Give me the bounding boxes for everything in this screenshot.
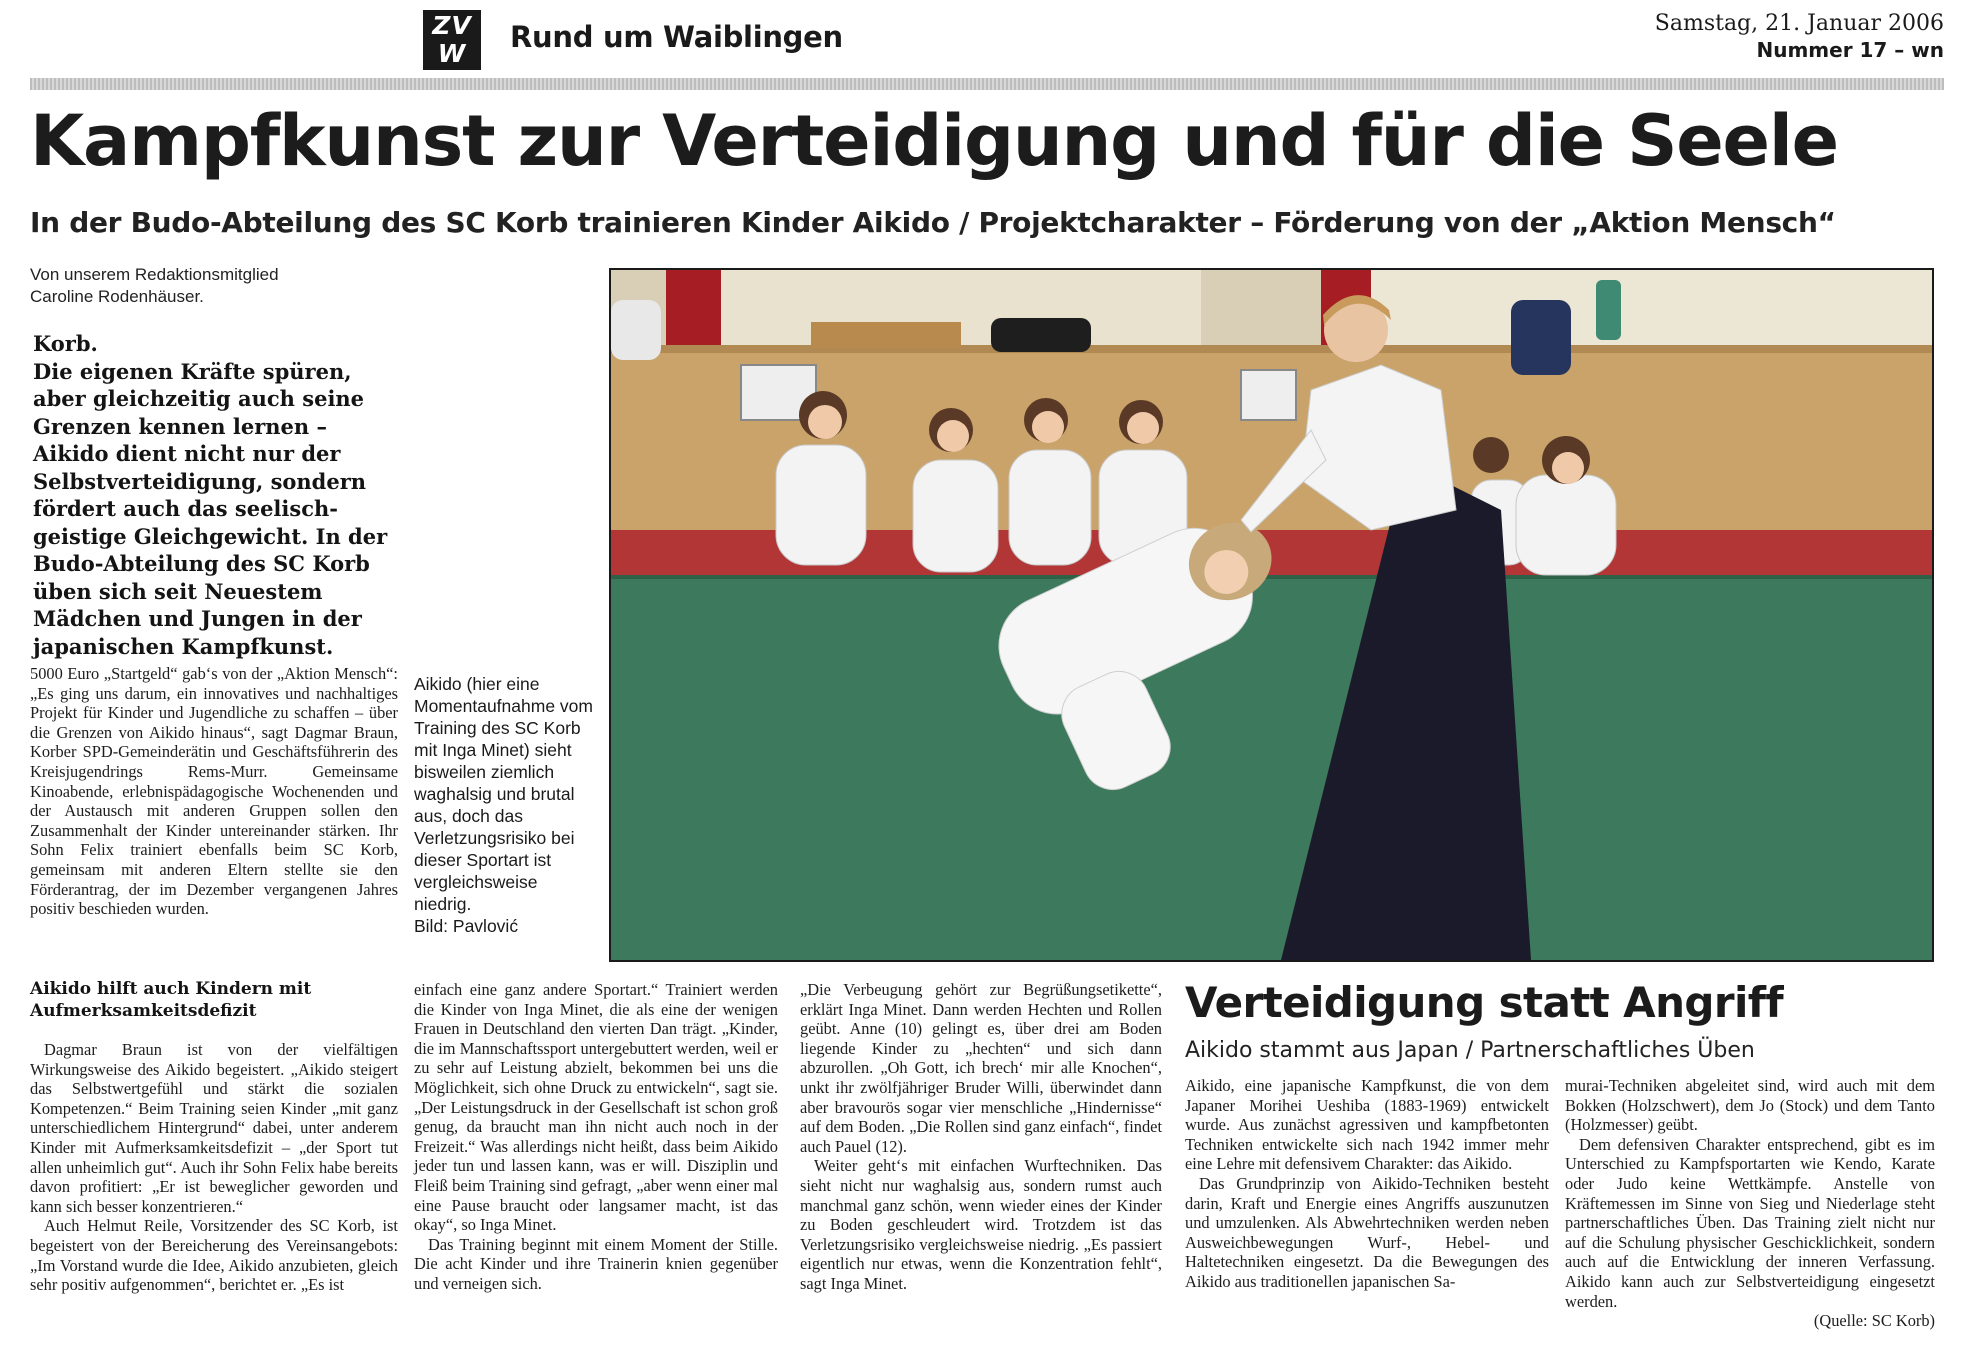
- photo-credit: Bild: Pavlović: [414, 916, 519, 936]
- article-paragraph: Das Training beginnt mit einem Moment der Stille. Die acht Kinder und ihre Trainerin knien gegenüber und verneigen sich.: [414, 1234, 778, 1293]
- dateline: [1655, 10, 1944, 64]
- sidebar-headline: Verteidigung statt Angriff: [1185, 978, 1784, 1027]
- logo-text-bottom: W: [437, 39, 467, 68]
- article-paragraph: 5000 Euro „Startgeld“ gab‘s von der „Aktion Mensch“: „Es ging uns darum, ein innovatives und nachhaltiges Projekt für Kinder und Jugendliche zu schaffen – über die Grenzen von Aikido hinaus“, sagt Dagmar Braun, Korber SPD-Gemeinderätin und Geschäftsführerin des Kreisjugendrings Rems-Murr. Gemeinsame Kinoabende, erlebnispädagogische Wochenenden und der Austausch mit anderen Gruppen sollen den Zusammenhalt der Kinder untereinander stärken. Ihr Sohn Felix trainiert ebenfalls beim SC Korb, gemeinsam mit anderen Eltern stellte sie den Förderantrag, der im Dezember vergangenen Jahres positiv beschieden wurden.: [30, 664, 398, 919]
- article-subhead: Aikido hilft auch Kindern mit Aufmerksamkeitsdefizit: [30, 979, 312, 1021]
- sidebar-column-2: [1565, 1076, 1935, 1331]
- article-column-1: [30, 664, 398, 919]
- masthead-rule: [30, 78, 1944, 90]
- photo-caption: [414, 673, 594, 937]
- article-paragraph: Weiter geht‘s mit einfachen Wurftechniken. Das sieht nicht nur waghalsig aus, sondern rumst auch manchmal ganz schön, wenn wieder eines der Kinder zu Boden geschleudert wird. Trotzdem ist das Verletzungsrisiko vergleichsweise niedrig. „Es passiert eigentlich nur etwas, wenn die Konzentration fehlt“, sagt Inga Minet.: [800, 1156, 1162, 1293]
- article-paragraph: einfach eine ganz andere Sportart.“ Trainiert werden die Kinder von Inga Minet, die als eine der wenigen Frauen in Deutschland den vierten Dan trägt. „Kinder, die im Mannschaftssport untergebuttert werden, weil er zu sehr auf Leistung abzielt, bekommen bei uns die Möglichkeit, sich ohne Druck zu entwickeln“, sagt sie. „Der Leistungsdruck in der Gesellschaft ist schon groß genug, da braucht man ihn nicht auch noch in der Freizeit.“ Was allerdings nicht heißt, dass beim Aikido jeder tun und lassen kann, was er will. Disziplin und Fleiß beim Training sind gefragt, „aber wenn einer mal eine Pause braucht oder langsamer macht, ist das okay“, so Inga Minet.: [414, 980, 778, 1235]
- byline-author: Caroline Rodenhäuser.: [30, 287, 204, 306]
- sidebar-paragraph: Dem defensiven Charakter entsprechend, gibt es im Unterschied zu Kampfsportarten wie Kendo, Karate oder Judo keine Wettkämpfe. Anstelle von Kräftemessen im Sinne von Sieg und Niederlage steht partnerschaftliches Üben. Das Training zielt nicht nur auf die Schulung physischer Geschicklichkeit, sondern auch auf die Entwicklung der inneren Verfassung. Aikido kann auch zur Selbstverteidigung eingesetzt werden.: [1565, 1134, 1935, 1311]
- logo-text-top: ZV: [432, 11, 472, 40]
- caption-text: Aikido (hier eine Momentaufnahme vom Training des SC Korb mit Inga Minet) sieht bisweilen ziemlich waghalsig und brutal aus, doch das Verletzungsrisiko bei dieser Sportart ist vergleichsweise niedrig.: [414, 674, 593, 914]
- sidebar-paragraph: Das Grundprinzip von Aikido-Techniken besteht darin, Kraft und Energie eines Angriffs auszunutzen und umzulenken. Als Abwehrtechniken werden neben Ausweichbewegungen Wurf-, Hebel- und Haltetechniken eingesetzt. Da die Bewegungen des Aikido aus traditionellen japanischen Sa-: [1185, 1173, 1549, 1291]
- sidebar-paragraph: murai-Techniken abgeleitet sind, wird auch mit dem Bokken (Holzschwert), dem Jo (Stock) und dem Tanto (Holzmesser) geübt.: [1565, 1076, 1935, 1135]
- article-column-3: [800, 980, 1162, 1294]
- sidebar-subheadline: Aikido stammt aus Japan / Partnerschaftliches Üben: [1185, 1038, 1755, 1063]
- issue-number: Nummer 17 – wn: [1756, 38, 1944, 62]
- byline: [30, 264, 279, 308]
- article-subheadline: In der Budo-Abteilung des SC Korb trainieren Kinder Aikido / Projektcharakter – Förderung von der „Aktion Mensch“: [30, 206, 1836, 239]
- sidebar-paragraph: Aikido, eine japanische Kampfkunst, die von dem Japaner Morihei Ueshiba (1883-1969) entwickelt wurde. Aus zunächst agressiven und kampfbetonten Techniken entwickelte sich nach 1942 immer mehr eine Lehre mit defensivem Charakter: das Aikido.: [1185, 1076, 1549, 1174]
- article-column-2: [414, 980, 778, 1294]
- byline-role: Von unserem Redaktionsmitglied: [30, 265, 279, 284]
- lead-dateline: Korb.: [33, 331, 98, 356]
- article-paragraph: Auch Helmut Reile, Vorsitzender des SC Korb, ist begeistert von der Bereicherung des Vereinsangebots: „Im Vorstand wurde die Idee, Aikido anzubieten, gleich sehr positiv aufgenommen“, berichtet er. „Es ist: [30, 1216, 398, 1295]
- article-column-1-continued: [30, 1040, 398, 1295]
- newspaper-logo: [423, 10, 481, 70]
- article-paragraph: „Die Verbeugung gehört zur Begrüßungsetikette“, erklärt Inga Minet. Dann werden Hechten und Rollen geübt. Anne (10) gelingt es, über drei am Boden liegende Kinder zu „hechten“ und sich dann abzurollen. „Oh Gott, ich brech‘ mir alle Knochen“, unkt ihr zwölfjähriger Bruder Willi, überwindet dann aber bravourös sogar vier menschliche „Hindernisse“ auf dem Boden. „Die Rollen sind ganz einfach“, findet auch Pauel (12).: [800, 980, 1162, 1156]
- article-photo: [609, 268, 1934, 962]
- sidebar-column-1: [1185, 1076, 1549, 1292]
- sidebar-source: (Quelle: SC Korb): [1813, 1311, 1935, 1331]
- lead-text: Die eigenen Kräfte spüren, aber gleichzeitig auch seine Grenzen kennen lernen – Aikido dient nicht nur der Selbstverteidigung, sondern fördert auch das seelisch-geistige Gleichgewicht. In der Budo-Abteilung des SC Korb üben sich seit Neuestem Mädchen und Jungen in der japanischen Kampfkunst.: [33, 358, 388, 659]
- article-paragraph: Dagmar Braun ist von der vielfältigen Wirkungsweise des Aikido begeistert. „Aikido steigert das Selbstwertgefühl und stärkt die sozialen Kompetenzen.“ Beim Training seien Kinder „mit ganz unterschiedlichem Hintergrund“ dabei, unter anderem Kinder mit Aufmerksamkeitsdefizit – „der Sport tut allen unheimlich gut“. Auch ihr Sohn Felix habe bereits davon profitiert: „Er ist beweglicher geworden und kann sich besser konzentrieren.“: [30, 1040, 398, 1216]
- issue-date: Samstag, 21. Januar 2006: [1654, 11, 1944, 36]
- article-lead: [33, 330, 393, 660]
- section-title: Rund um Waiblingen: [510, 20, 843, 54]
- aikido-training-photo: [611, 270, 1932, 960]
- article-headline: Kampfkunst zur Verteidigung und für die Seele: [30, 100, 1838, 182]
